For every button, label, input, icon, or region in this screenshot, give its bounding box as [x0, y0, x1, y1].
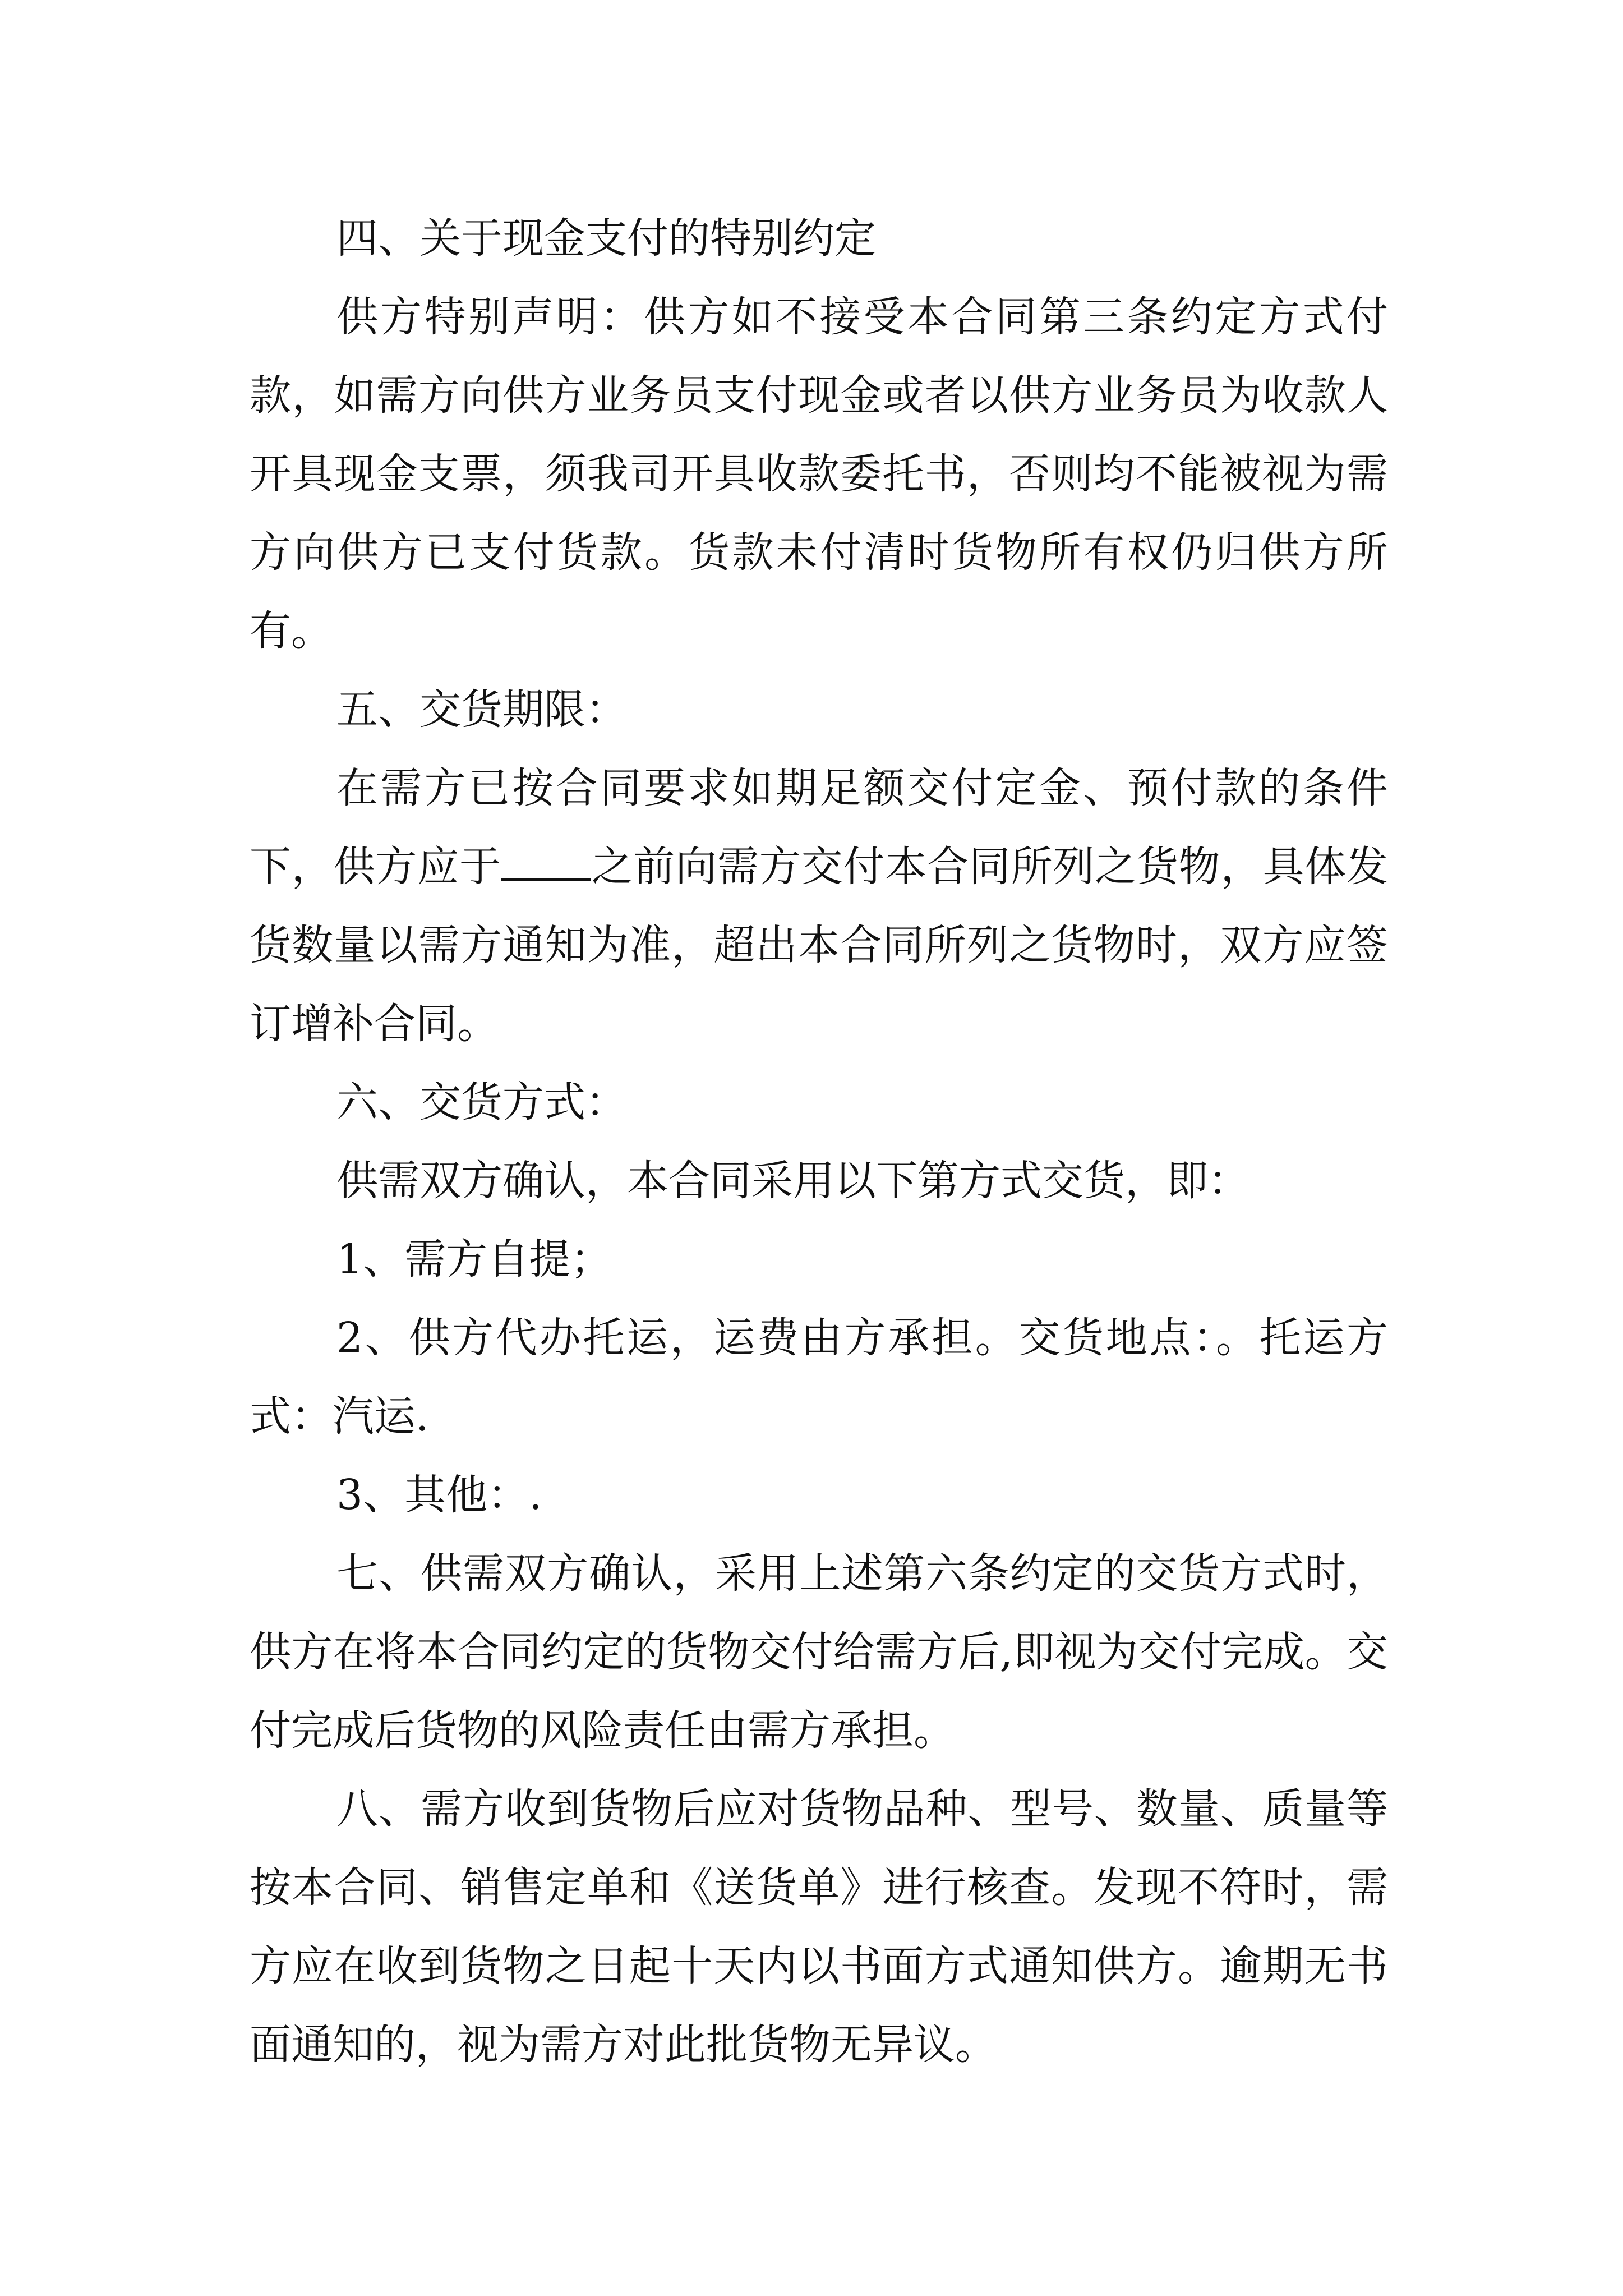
section6-intro: 供需双方确认，本合同采用以下第方式交货，即： [336, 1157, 1249, 1205]
section6-item-2: 2、供方代办托运，运费由方承担。交货地点：。托运方式：汽运. [250, 1314, 1388, 1441]
section6-item-3: 3、其他：. [336, 1471, 542, 1519]
document-page [250, 199, 1388, 2084]
section7-body: 七、供需双方确认，采用上述第六条约定的交货方式时，供方在将本合同约定的货物交付给需方后,即视为交付完成。交付完成后货物的风险责任由需方承担。 [250, 1549, 1388, 1755]
section5-heading: 五、交货期限： [336, 685, 627, 734]
section6-item-1: 1、需方自提； [336, 1235, 612, 1283]
section5-body [250, 749, 1388, 1063]
section5-body-part1: 在需方已按合同要求如期足额交付定金、预付款的条件下，供方应于 [250, 764, 1388, 891]
section4-body: 供方特别声明：供方如不接受本合同第三条约定方式付款，如需方向供方业务员支付现金或者以供方业务员为收款人开具现金支票，须我司开具收款委托书，否则均不能被视为需方向供方已支付货款。货款未付清时货物所有权仍归供方所有。 [250, 293, 1388, 655]
section5-body-part2: 之前向需方交付本合同所列之货物，具体发货数量以需方通知为准，超出本合同所列之货物时，双方应签订增补合同。 [250, 843, 1389, 1048]
section8-body: 八、需方收到货物后应对货物品种、型号、数量、质量等按本合同、销售定单和《送货单》进行核查。发现不符时，需方应在收到货物之日起十天内以书面方式通知供方。逾期无书面通知的，视为需方对此批货物无异议。 [250, 1785, 1388, 2069]
section4-heading: 四、关于现金支付的特别约定 [336, 214, 876, 263]
date-blank [501, 845, 591, 881]
section6-heading: 六、交货方式： [336, 1078, 627, 1126]
